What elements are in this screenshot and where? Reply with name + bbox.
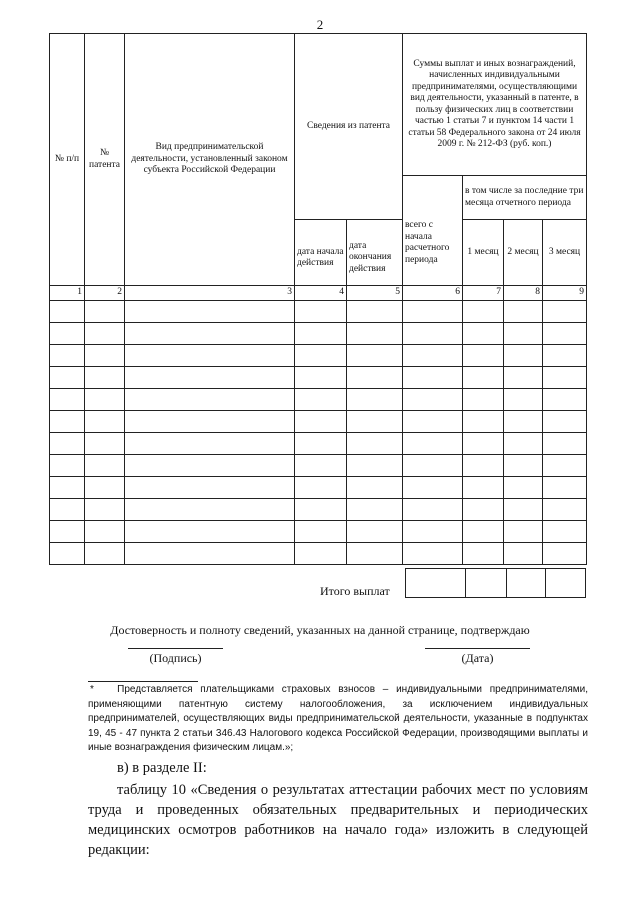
header-month1: 1 месяц <box>463 220 504 286</box>
table-cell[interactable] <box>403 454 463 476</box>
table-cell[interactable] <box>347 520 403 542</box>
table-cell[interactable] <box>543 410 587 432</box>
table-cell[interactable] <box>463 454 504 476</box>
col-number: 1 <box>50 286 85 301</box>
table-cell[interactable] <box>504 476 543 498</box>
table-row <box>50 520 587 542</box>
table-cell[interactable] <box>295 388 347 410</box>
table-cell[interactable] <box>125 388 295 410</box>
table-cell[interactable] <box>347 388 403 410</box>
col-number: 8 <box>504 286 543 301</box>
header-num: № п/п <box>50 34 85 286</box>
table-cell[interactable] <box>347 344 403 366</box>
table-cell[interactable] <box>125 476 295 498</box>
table-cell[interactable] <box>295 366 347 388</box>
table-cell[interactable] <box>403 542 463 564</box>
header-patent-num: № патента <box>85 34 125 286</box>
col-number: 3 <box>125 286 295 301</box>
table-cell[interactable] <box>50 344 85 366</box>
table-cell[interactable] <box>504 410 543 432</box>
table-cell[interactable] <box>125 410 295 432</box>
table-cell[interactable] <box>504 366 543 388</box>
header-month2: 2 месяц <box>504 220 543 286</box>
table-cell[interactable] <box>125 542 295 564</box>
table-row <box>50 344 587 366</box>
col-number: 5 <box>347 286 403 301</box>
header-end-date: дата окончания действия <box>347 220 403 286</box>
table-cell[interactable] <box>347 542 403 564</box>
table-cell[interactable] <box>504 300 543 322</box>
paragraph: таблицу 10 «Сведения о результатах аттестации рабочих мест по условиям труда и проведенных обязательных предварительных и периодических медицинских осмотров работников на начало года» изложить в следующей редакции: <box>88 782 588 858</box>
col-number: 9 <box>543 286 587 301</box>
signature-line[interactable] <box>128 648 223 649</box>
table-cell[interactable] <box>543 520 587 542</box>
table-cell[interactable] <box>543 366 587 388</box>
table-cell[interactable] <box>504 498 543 520</box>
footnote <box>88 683 588 756</box>
table-cell[interactable] <box>125 520 295 542</box>
table-cell[interactable] <box>403 344 463 366</box>
table-cell[interactable] <box>295 542 347 564</box>
table-cell[interactable] <box>50 322 85 344</box>
table-cell[interactable] <box>504 520 543 542</box>
table-cell[interactable] <box>295 498 347 520</box>
table-cell[interactable] <box>463 366 504 388</box>
table-cell[interactable] <box>85 300 125 322</box>
table-cell[interactable] <box>347 322 403 344</box>
table-cell[interactable] <box>543 300 587 322</box>
table-cell[interactable] <box>85 454 125 476</box>
table-cell[interactable] <box>295 454 347 476</box>
table-cell[interactable] <box>85 520 125 542</box>
table-cell[interactable] <box>125 300 295 322</box>
table-cell[interactable] <box>347 300 403 322</box>
table-cell[interactable] <box>85 322 125 344</box>
header-start-date: дата начала действия <box>295 220 347 286</box>
col-number: 4 <box>295 286 347 301</box>
table-cell[interactable] <box>347 498 403 520</box>
table-cell[interactable] <box>463 300 504 322</box>
table-cell[interactable] <box>50 476 85 498</box>
table-cell[interactable] <box>403 432 463 454</box>
table-cell[interactable] <box>543 498 587 520</box>
section-heading: в) в разделе II: <box>117 760 207 776</box>
table-cell[interactable] <box>85 344 125 366</box>
header-last3: в том числе за последние три месяца отчетного периода <box>463 176 587 220</box>
header-sums: Суммы выплат и иных вознаграждений, начисленных индивидуальными предпринимателями, осуществляющими вид деятельности, указанный в патенте, в пользу физических лиц в соответствии частью 1 статьи 7 и пунктом 14 части 1 статьи 58 Федерального закона от 24 июля 2009 г. № 212-ФЗ (руб. коп.) <box>403 34 587 176</box>
table-row <box>50 498 587 520</box>
total-cells <box>405 568 586 598</box>
table-cell[interactable] <box>347 454 403 476</box>
table-cell[interactable] <box>543 542 587 564</box>
col-number: 7 <box>463 286 504 301</box>
footnote-text: Представляется плательщиками страховых взносов – индивидуальными предпринимателями, применяющими патентную систему налогообложения, за исключением индивидуальных предпринимателей, осуществляющих виды предпринимательской деятельности, указанные в подпунктах 19, 45 - 47 пункта 2 статьи 346.43 Налогового кодекса Российской Федерации, производящими выплаты и иные вознаграждения физическим лицам.»; <box>88 684 588 753</box>
table-cell[interactable] <box>463 476 504 498</box>
footnote-mark: * <box>90 684 94 695</box>
table-cell[interactable] <box>50 410 85 432</box>
table-cell[interactable] <box>295 322 347 344</box>
header-month3: 3 месяц <box>543 220 587 286</box>
total-cell[interactable] <box>405 568 466 598</box>
footnote-rule <box>88 681 198 682</box>
table-cell[interactable] <box>403 388 463 410</box>
table-cell[interactable] <box>295 410 347 432</box>
table-cell[interactable] <box>463 388 504 410</box>
table-cell[interactable] <box>347 366 403 388</box>
table-cell[interactable] <box>85 366 125 388</box>
table-cell[interactable] <box>50 388 85 410</box>
table-cell[interactable] <box>295 344 347 366</box>
table-cell[interactable] <box>543 344 587 366</box>
signature-label: (Подпись) <box>149 651 202 665</box>
table-cell[interactable] <box>85 432 125 454</box>
table-cell[interactable] <box>85 388 125 410</box>
table-cell[interactable] <box>504 322 543 344</box>
table-cell[interactable] <box>463 520 504 542</box>
table-cell[interactable] <box>403 366 463 388</box>
confirm-text: Достоверность и полноту сведений, указанных на данной странице, подтверждаю <box>110 623 530 637</box>
table-cell[interactable] <box>403 476 463 498</box>
table-row <box>50 322 587 344</box>
table-cell[interactable] <box>463 498 504 520</box>
header-activity: Вид предпринимательской деятельности, установленный законом субъекта Российской Федерации <box>125 34 295 286</box>
table-cell[interactable] <box>403 410 463 432</box>
table-cell[interactable] <box>50 366 85 388</box>
table-cell[interactable] <box>504 542 543 564</box>
table-cell[interactable] <box>543 454 587 476</box>
table-row <box>50 300 587 322</box>
table-cell[interactable] <box>463 432 504 454</box>
table-row <box>50 432 587 454</box>
table-cell[interactable] <box>50 432 85 454</box>
table-cell[interactable] <box>543 432 587 454</box>
date-line[interactable] <box>425 648 530 649</box>
table-cell[interactable] <box>295 520 347 542</box>
table-cell[interactable] <box>125 344 295 366</box>
table-cell[interactable] <box>85 498 125 520</box>
table-row <box>50 454 587 476</box>
page-number: 2 <box>316 17 324 32</box>
table-cell[interactable] <box>504 388 543 410</box>
header-total: всего с начала расчетного периода <box>403 176 463 286</box>
table-cell[interactable] <box>125 454 295 476</box>
table-cell[interactable] <box>543 388 587 410</box>
table-cell[interactable] <box>85 542 125 564</box>
table-cell[interactable] <box>50 300 85 322</box>
header-patent-info: Сведения из патента <box>295 34 403 220</box>
total-label: Итого выплат <box>320 584 390 598</box>
table-row <box>50 410 587 432</box>
table-cell[interactable] <box>295 300 347 322</box>
patent-payments-table <box>49 33 587 565</box>
table-cell[interactable] <box>347 476 403 498</box>
table-row <box>50 542 587 564</box>
table-cell[interactable] <box>403 300 463 322</box>
table-cell[interactable] <box>125 366 295 388</box>
table-cell[interactable] <box>50 542 85 564</box>
table-cell[interactable] <box>403 498 463 520</box>
table-cell[interactable] <box>504 432 543 454</box>
date-label: (Дата) <box>461 651 494 665</box>
table-cell[interactable] <box>403 322 463 344</box>
table-cell[interactable] <box>463 344 504 366</box>
table-cell[interactable] <box>50 454 85 476</box>
table-cell[interactable] <box>347 410 403 432</box>
table-cell[interactable] <box>543 322 587 344</box>
total-cell[interactable] <box>506 568 546 598</box>
total-cell[interactable] <box>465 568 507 598</box>
table-cell[interactable] <box>125 432 295 454</box>
table-cell[interactable] <box>403 520 463 542</box>
col-number: 6 <box>403 286 463 301</box>
table-cell[interactable] <box>50 498 85 520</box>
table-cell[interactable] <box>504 344 543 366</box>
total-cell[interactable] <box>545 568 586 598</box>
table-cell[interactable] <box>463 410 504 432</box>
table-cell[interactable] <box>463 322 504 344</box>
col-number: 2 <box>85 286 125 301</box>
table-cell[interactable] <box>50 520 85 542</box>
table-cell[interactable] <box>347 432 403 454</box>
table-cell[interactable] <box>125 498 295 520</box>
table-row <box>50 388 587 410</box>
table-cell[interactable] <box>85 476 125 498</box>
table-cell[interactable] <box>295 432 347 454</box>
table-cell[interactable] <box>125 322 295 344</box>
table-cell[interactable] <box>295 476 347 498</box>
table-cell[interactable] <box>463 542 504 564</box>
table-row <box>50 366 587 388</box>
table-cell[interactable] <box>543 476 587 498</box>
table-cell[interactable] <box>85 410 125 432</box>
table-row <box>50 476 587 498</box>
table-cell[interactable] <box>504 454 543 476</box>
